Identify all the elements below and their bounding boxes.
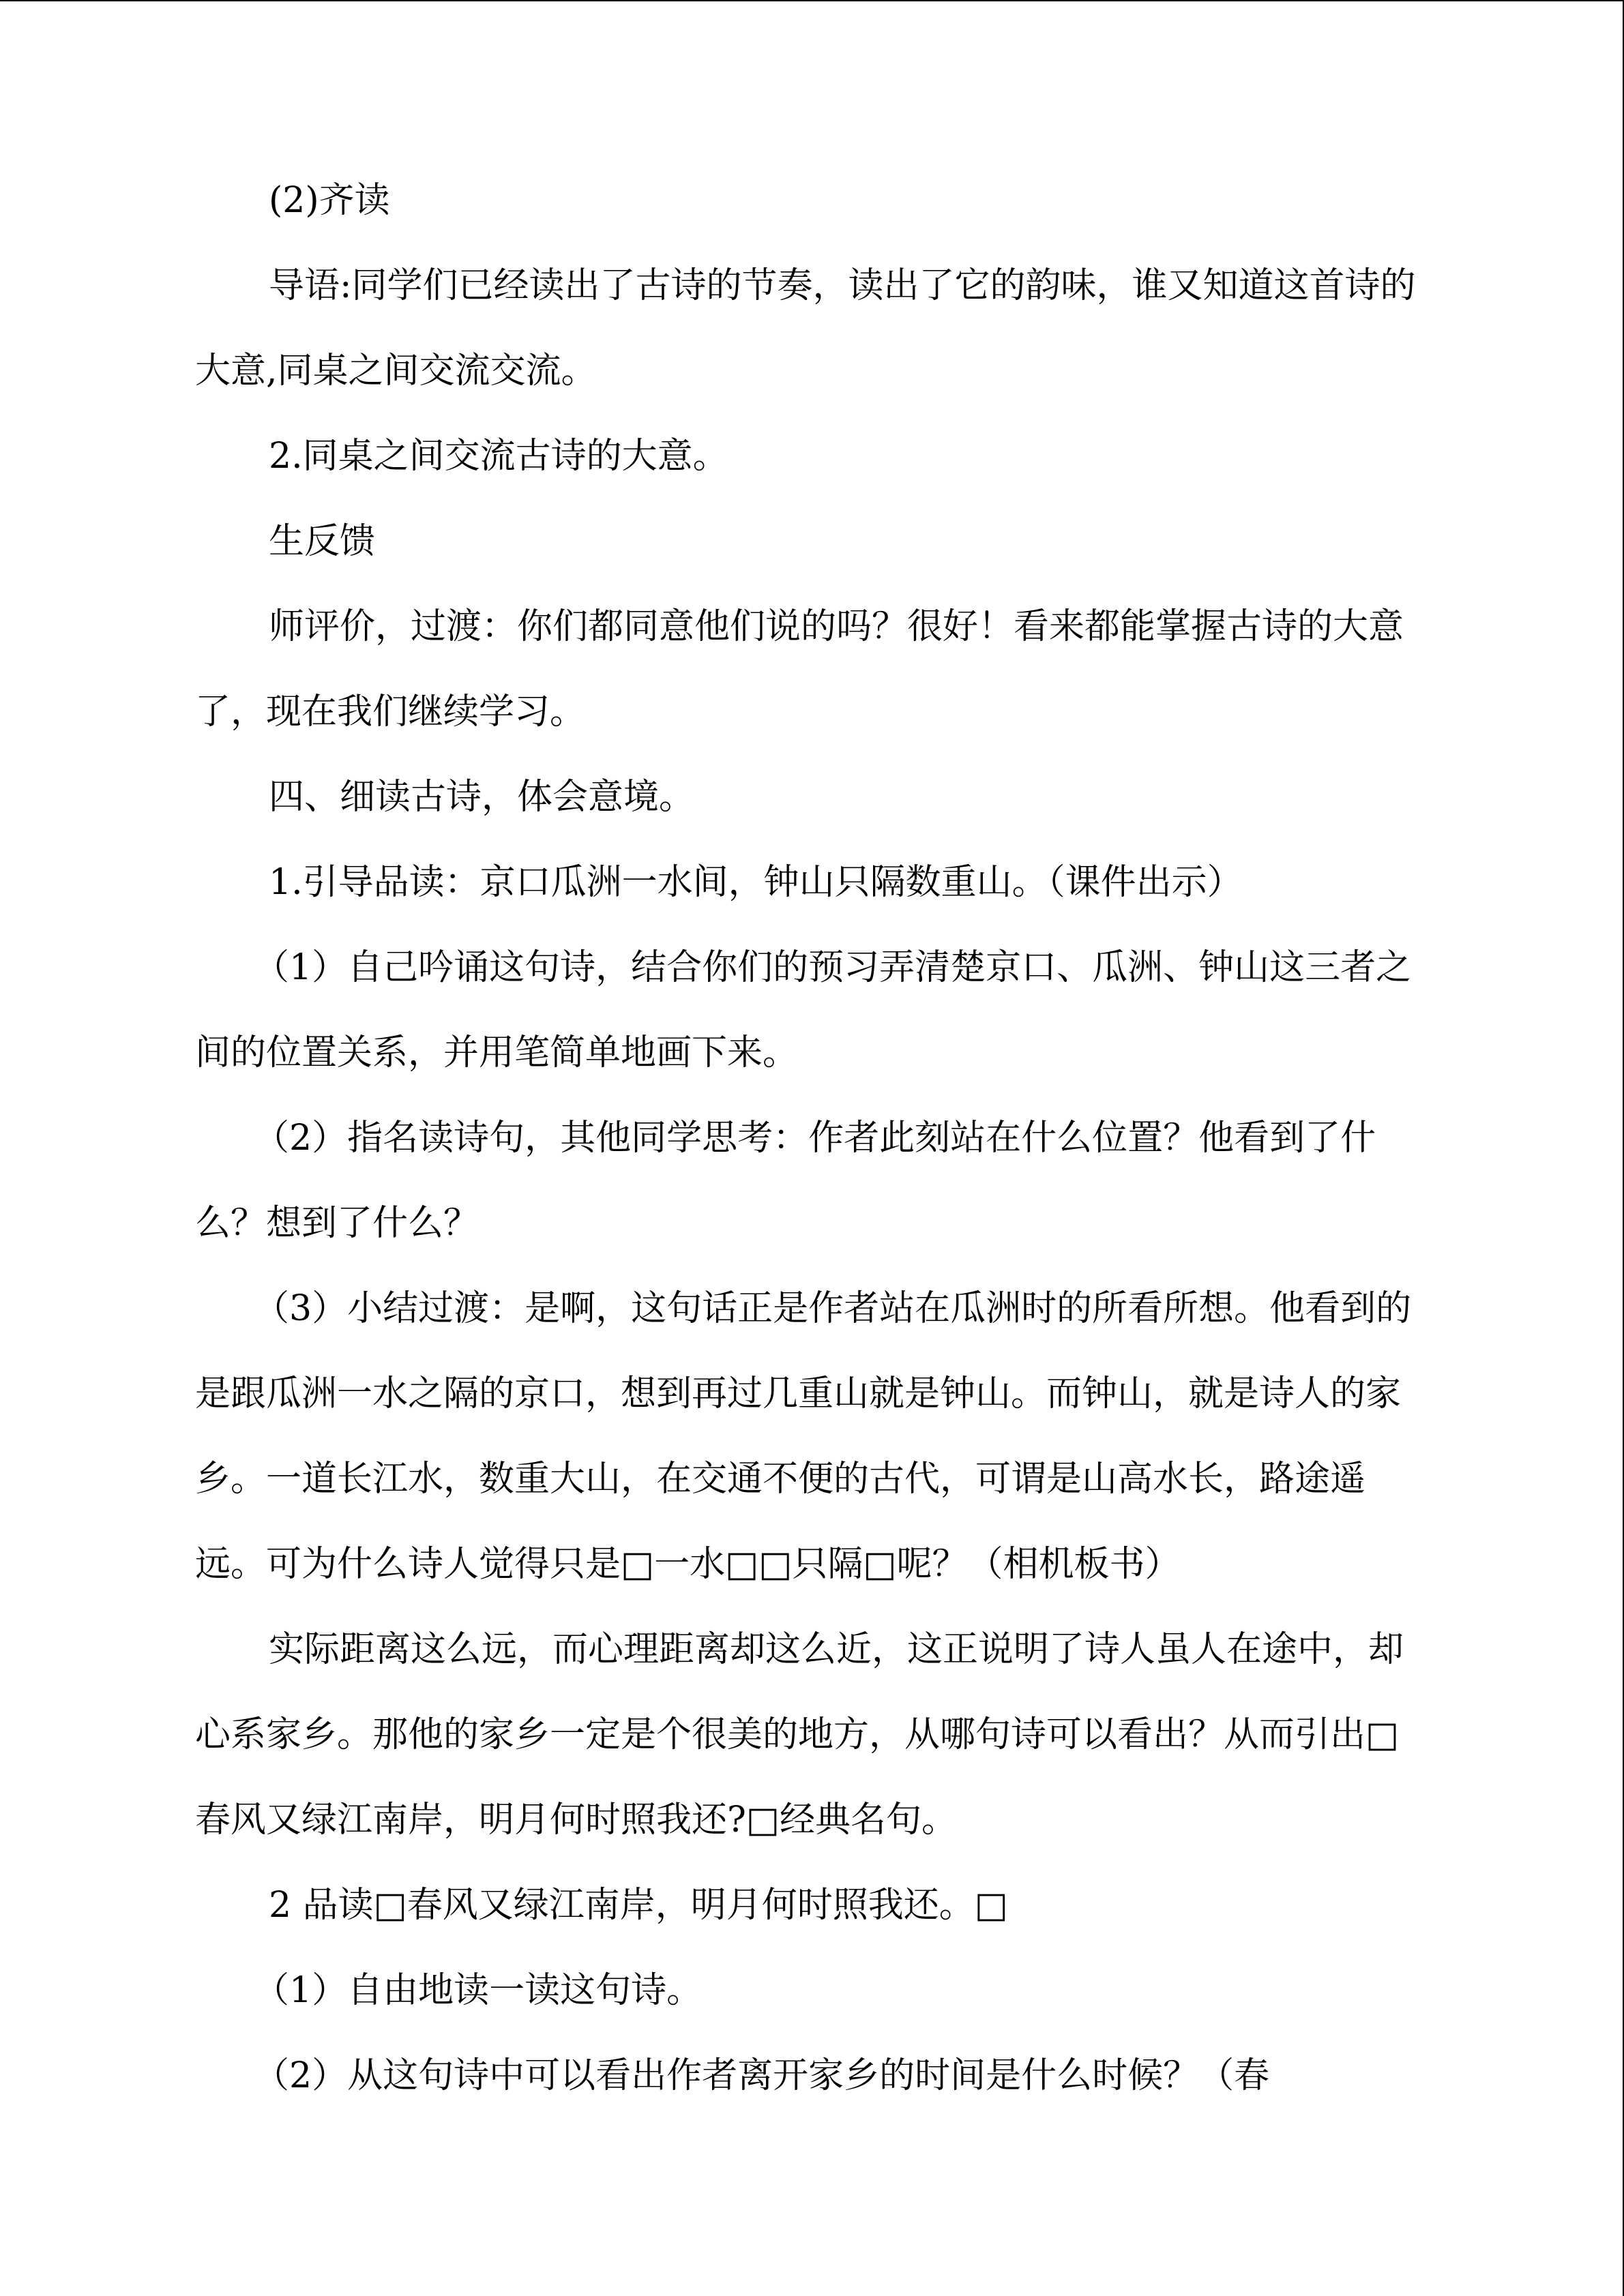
paragraph-9: （2）指名读诗句，其他同学思考：作者此刻站在什么位置？他看到了什么？想到了什么？ <box>195 1118 1376 1244</box>
paragraph-14: （2）从这句诗中可以看出作者离开家乡的时间是什么时候？（春 <box>254 2055 1270 2096</box>
paragraph-6: 四、细读古诗，体会意境。 <box>269 777 695 818</box>
paragraph-12: 2 品读□春风又绿江南岸，明月何时照我还。□ <box>269 1885 1008 1926</box>
paragraph-13: （1）自由地读一读这句诗。 <box>254 1970 703 2011</box>
paragraph-8: （1）自己吟诵这句诗，结合你们的预习弄清楚京口、瓜洲、钟山这三者之间的位置关系，并用笔简单地画下来。 <box>195 947 1412 1073</box>
paragraph-10: （3）小结过渡：是啊，这句话正是作者站在瓜洲时的所看所想。他看到的是跟瓜洲一水之隔的京口，想到再过几重山就是钟山。而钟山，就是诗人的家乡。一道长江水，数重大山，在交通不便的古代，可谓是山高水长，路途遥远。可为什么诗人觉得只是□一水□□只隔□呢？（相机板书） <box>195 1288 1412 1585</box>
paragraph-7: 1.引导品读：京口瓜洲一水间，钟山只隔数重山。（课件出示） <box>269 862 1243 903</box>
document-body <box>195 158 1432 2119</box>
paragraph-4: 生反馈 <box>269 521 376 562</box>
paragraph-5: 师评价，过渡：你们都同意他们说的吗？很好！看来都能掌握古诗的大意了，现在我们继续学习。 <box>195 606 1404 732</box>
paragraph-1: (2)齐读 <box>269 180 390 221</box>
paragraph-2: 导语:同学们已经读出了古诗的节奏，读出了它的韵味，谁又知道这首诗的大意,同桌之间交流交流。 <box>195 265 1416 391</box>
paragraph-11: 实际距离这么远，而心理距离却这么近，这正说明了诗人虽人在途中，却心系家乡。那他的家乡一定是个很美的地方，从哪句诗可以看出？从而引出□春风又绿江南岸，明月何时照我还?□经典名句。 <box>195 1629 1404 1840</box>
paragraph-3: 2.同桌之间交流古诗的大意。 <box>269 436 728 477</box>
